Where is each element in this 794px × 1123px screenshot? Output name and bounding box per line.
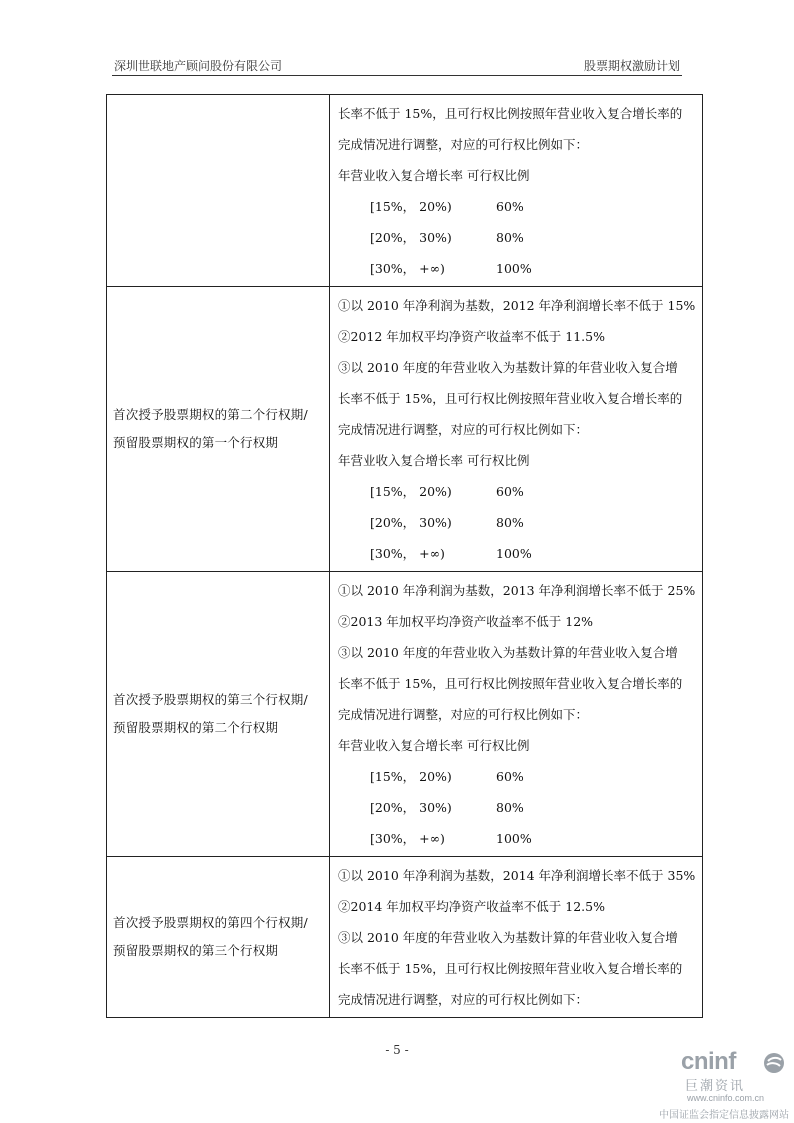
exercisable-ratio: 60% [496, 769, 524, 784]
rate-row [330, 191, 702, 222]
exercise-period-label: 预留股票期权的第三个行权期 [113, 943, 279, 958]
exercisable-ratio: 80% [496, 230, 524, 245]
rate-row [330, 476, 702, 507]
page-number: - 5 - [385, 1043, 409, 1057]
condition-line: 完成情况进行调整，对应的可行权比例如下： [338, 992, 589, 1007]
document-title: 股票期权激励计划 [583, 59, 680, 73]
rate-row [330, 253, 702, 284]
growth-rate-range: [20%， 30%) [370, 230, 452, 245]
condition-line: ③以 2010 年度的年营业收入为基数计算的年营业收入复合增 [338, 360, 678, 375]
cninfo-logo-text: cninf [681, 1048, 736, 1075]
cninfo-url: www.cninfo.com.cn [687, 1093, 765, 1103]
condition-line: ①以 2010 年净利润为基数，2012 年净利润增长率不低于 15% [338, 298, 696, 313]
exercise-period-cell [107, 572, 330, 857]
rate-row [330, 538, 702, 569]
exercise-period-cell [107, 95, 330, 287]
cninfo-brand: 巨潮资讯 [685, 1078, 746, 1093]
rate-row [330, 222, 702, 253]
growth-rate-range: [30%， +∞) [370, 831, 445, 846]
exercisable-ratio: 80% [496, 800, 524, 815]
exercise-period-label: 首次授予股票期权的第三个行权期/ [113, 692, 308, 707]
exercise-conditions-table [106, 94, 703, 1018]
condition-line: 年营业收入复合增长率 可行权比例 [338, 453, 530, 468]
condition-line: 年营业收入复合增长率 可行权比例 [338, 168, 530, 183]
cninfo-logo-icon [763, 1052, 785, 1074]
exercise-period-cell [107, 287, 330, 572]
growth-rate-range: [15%， 20%) [370, 484, 452, 499]
exercisable-ratio: 60% [496, 484, 524, 499]
performance-condition-cell [330, 95, 703, 287]
condition-line: ①以 2010 年净利润为基数，2013 年净利润增长率不低于 25% [338, 583, 696, 598]
exercisable-ratio: 100% [496, 831, 532, 846]
condition-line: 完成情况进行调整，对应的可行权比例如下： [338, 137, 589, 152]
condition-line: ③以 2010 年度的年营业收入为基数计算的年营业收入复合增 [338, 645, 678, 660]
condition-line: ②2014 年加权平均净资产收益率不低于 12.5% [338, 899, 605, 914]
cninfo-slogan: 中国证监会指定信息披露网站 [659, 1110, 789, 1121]
exercise-period-label: 首次授予股票期权的第二个行权期/ [113, 407, 308, 422]
table-row [107, 95, 703, 287]
condition-line: 长率不低于 15%，且可行权比例按照年营业收入复合增长率的 [338, 961, 683, 976]
condition-line: 长率不低于 15%，且可行权比例按照年营业收入复合增长率的 [338, 391, 683, 406]
exercise-period-label: 首次授予股票期权的第四个行权期/ [113, 915, 308, 930]
condition-line: 完成情况进行调整，对应的可行权比例如下： [338, 707, 589, 722]
exercisable-ratio: 60% [496, 199, 524, 214]
condition-line: ①以 2010 年净利润为基数，2014 年净利润增长率不低于 35% [338, 868, 696, 883]
condition-line: ②2013 年加权平均净资产收益率不低于 12% [338, 614, 594, 629]
condition-line: ③以 2010 年度的年营业收入为基数计算的年营业收入复合增 [338, 930, 678, 945]
condition-line: 长率不低于 15%，且可行权比例按照年营业收入复合增长率的 [338, 106, 683, 121]
growth-rate-range: [20%， 30%) [370, 800, 452, 815]
exercise-period-cell [107, 857, 330, 1018]
rate-row [330, 507, 702, 538]
exercise-period-label: 预留股票期权的第一个行权期 [113, 435, 279, 450]
performance-condition-cell [330, 572, 703, 857]
growth-rate-range: [30%， +∞) [370, 261, 445, 276]
table-row [107, 857, 703, 1018]
rate-row [330, 823, 702, 854]
exercise-period-label: 预留股票期权的第二个行权期 [113, 720, 279, 735]
condition-line: 完成情况进行调整，对应的可行权比例如下： [338, 422, 589, 437]
growth-rate-range: [20%， 30%) [370, 515, 452, 530]
performance-condition-cell [330, 857, 703, 1018]
cninfo-watermark [655, 1048, 791, 1121]
table-row [107, 287, 703, 572]
condition-line: ②2012 年加权平均净资产收益率不低于 11.5% [338, 329, 605, 344]
rate-row [330, 761, 702, 792]
page-header [112, 53, 682, 76]
rate-row [330, 792, 702, 823]
performance-condition-cell [330, 287, 703, 572]
growth-rate-range: [15%， 20%) [370, 199, 452, 214]
growth-rate-range: [30%， +∞) [370, 546, 445, 561]
exercisable-ratio: 100% [496, 546, 532, 561]
condition-line: 长率不低于 15%，且可行权比例按照年营业收入复合增长率的 [338, 676, 683, 691]
exercisable-ratio: 100% [496, 261, 532, 276]
company-name: 深圳世联地产顾问股份有限公司 [114, 59, 283, 73]
exercisable-ratio: 80% [496, 515, 524, 530]
table-row [107, 572, 703, 857]
growth-rate-range: [15%， 20%) [370, 769, 452, 784]
condition-line: 年营业收入复合增长率 可行权比例 [338, 738, 530, 753]
